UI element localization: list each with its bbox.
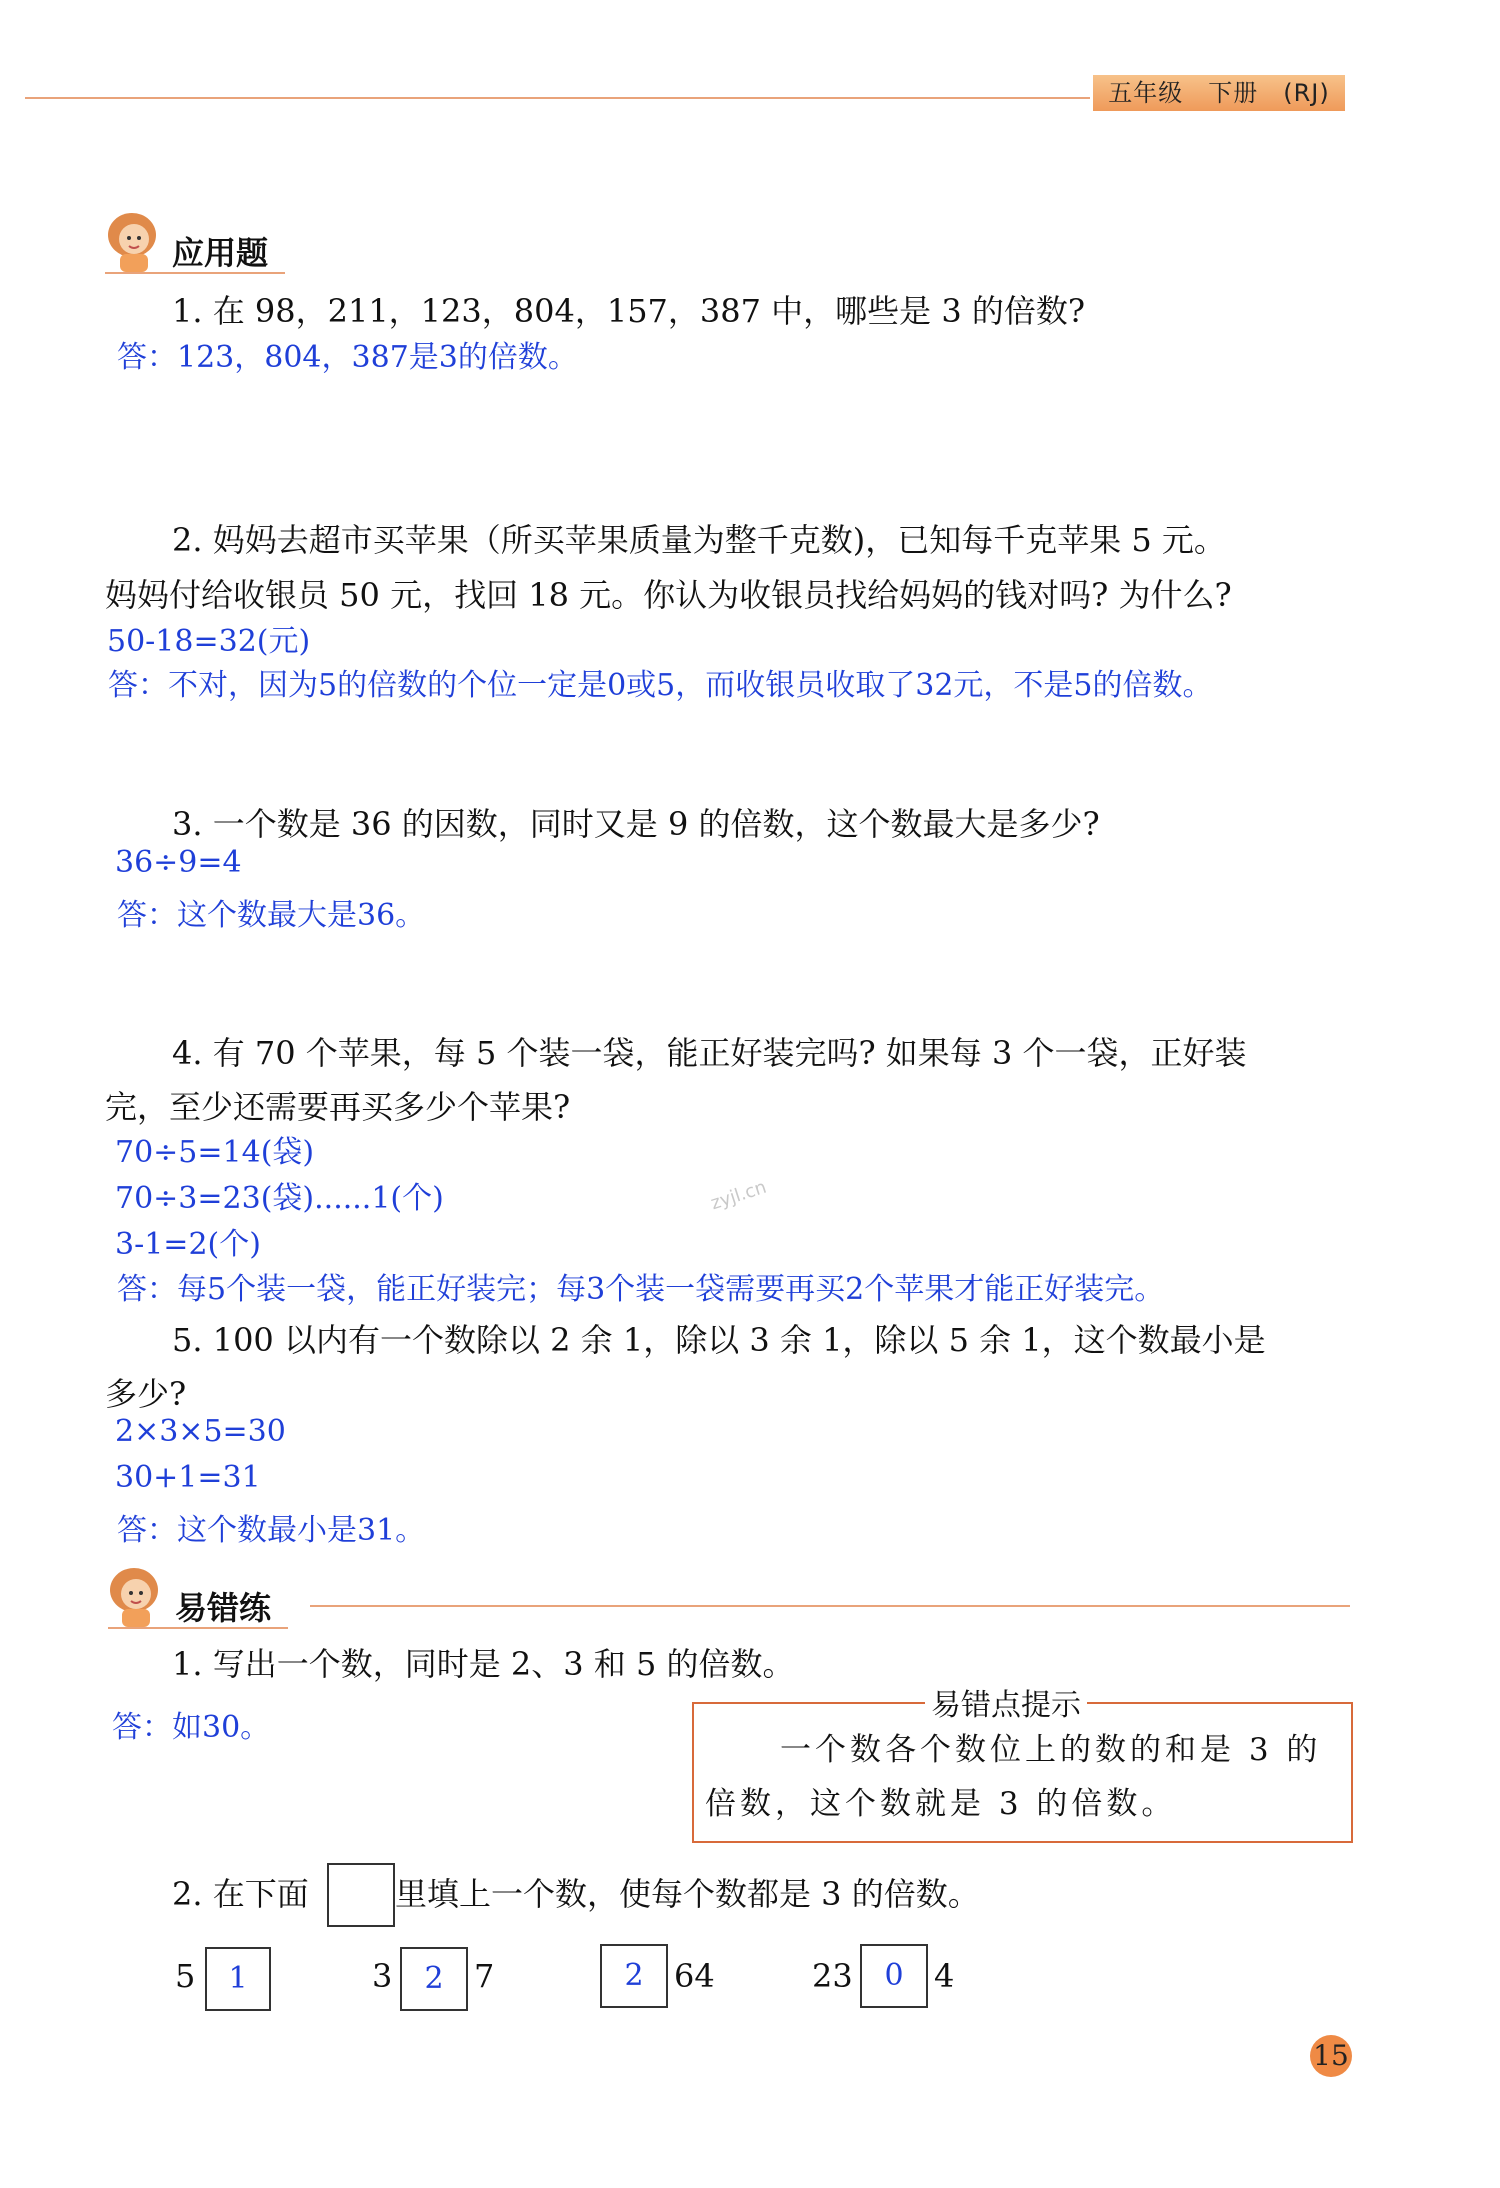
answer-3: 答：这个数最大是36。 — [117, 898, 426, 933]
question-4-line-1: 4. 有 70 个苹果，每 5 个装一袋，能正好装完吗? 如果每 3 个一袋，正好装 — [172, 1034, 1247, 1072]
question-3: 3. 一个数是 36 的因数，同时又是 9 的倍数，这个数最大是多少? — [172, 805, 1100, 843]
hint-line-2: 倍数，这个数就是 3 的倍数。 — [705, 1786, 1177, 1822]
question-5-line-2: 多少? — [105, 1375, 187, 1413]
answer-5: 答：这个数最小是31。 — [117, 1513, 426, 1548]
question-1: 1. 在 98，211，123，804，157，387 中，哪些是 3 的倍数? — [172, 292, 1086, 330]
grade-label: 五年级 下册 (RJ) — [1093, 75, 1345, 111]
item-4-fill: 0 — [884, 1958, 904, 1993]
item-3-box[interactable] — [600, 1944, 668, 2008]
error-question-2-start: 2. 在下面 — [172, 1875, 309, 1913]
section-underline — [105, 272, 285, 274]
answer-1: 答：123，804，387是3的倍数。 — [117, 340, 578, 375]
page-number: 15 — [1310, 2035, 1352, 2077]
header-rule — [25, 97, 1090, 99]
item-4-prefix: 23 — [812, 1957, 853, 1995]
item-4-suffix: 4 — [934, 1957, 955, 1995]
calc-5-1: 2×3×5=30 — [115, 1414, 286, 1449]
item-2-box[interactable] — [400, 1947, 468, 2011]
hint-title: 易错点提示 — [925, 1680, 1087, 1724]
calc-4-1: 70÷5=14(袋) — [115, 1135, 315, 1170]
section-rule — [310, 1605, 1350, 1607]
answer-2: 答：不对，因为5的倍数的个位一定是0或5，而收银员收取了32元，不是5的倍数。 — [108, 668, 1213, 703]
calc-3-1: 36÷9=4 — [115, 845, 242, 880]
blank-box-example — [327, 1863, 395, 1927]
calc-4-2: 70÷3=23(袋)......1(个) — [115, 1181, 444, 1216]
calc-2-1: 50-18=32(元) — [107, 624, 311, 659]
error-question-2-end: 里填上一个数，使每个数都是 3 的倍数。 — [395, 1875, 980, 1913]
hint-line-1: 一个数各个数位上的数的和是 3 的 — [780, 1732, 1322, 1768]
item-2-suffix: 7 — [474, 1957, 495, 1995]
mascot-icon — [102, 1560, 172, 1634]
calc-4-3: 3-1=2(个) — [115, 1227, 261, 1262]
item-2-prefix: 3 — [372, 1957, 393, 1995]
item-1-fill: 1 — [228, 1961, 248, 1996]
section-title-error: 易错练 — [175, 1589, 272, 1627]
section-underline — [108, 1627, 288, 1629]
item-3-fill: 2 — [624, 1958, 644, 1993]
item-2-fill: 2 — [424, 1961, 444, 1996]
item-4-box[interactable] — [860, 1944, 928, 2008]
mascot-icon — [100, 205, 170, 279]
error-answer-1: 答：如30。 — [112, 1710, 271, 1745]
question-5-line-1: 5. 100 以内有一个数除以 2 余 1，除以 3 余 1，除以 5 余 1，这个数最小是 — [172, 1321, 1266, 1359]
item-3-suffix: 64 — [674, 1957, 715, 1995]
watermark: zyjl.cn — [708, 1176, 769, 1215]
question-2-line-2: 妈妈付给收银员 50 元，找回 18 元。你认为收银员找给妈妈的钱对吗? 为什么? — [105, 576, 1232, 614]
item-1-prefix: 5 — [175, 1957, 196, 1995]
answer-4: 答：每5个装一袋，能正好装完；每3个装一袋需要再买2个苹果才能正好装完。 — [117, 1272, 1165, 1307]
error-question-1: 1. 写出一个数，同时是 2、3 和 5 的倍数。 — [172, 1645, 795, 1683]
question-2-line-1: 2. 妈妈去超市买苹果（所买苹果质量为整千克数)，已知每千克苹果 5 元。 — [172, 521, 1226, 559]
question-4-line-2: 完，至少还需要再买多少个苹果? — [105, 1088, 571, 1126]
section-title-application: 应用题 — [172, 234, 269, 272]
calc-5-2: 30+1=31 — [115, 1460, 261, 1495]
item-1-box[interactable] — [205, 1947, 271, 2011]
